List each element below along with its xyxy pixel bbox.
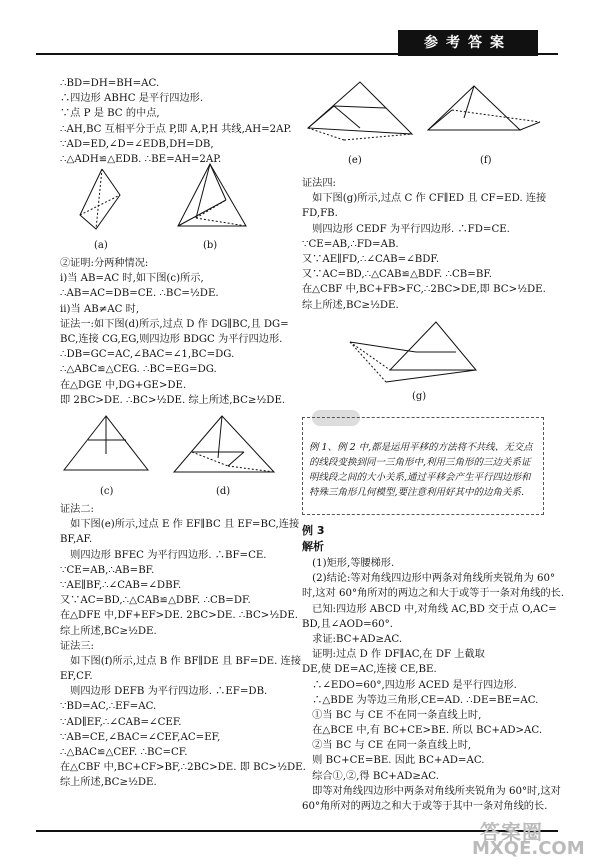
text-line: 则四边形 CEDF 为平行四边形. ∴FD=CE. [302, 223, 510, 235]
figure-d-caption: (d) [216, 486, 231, 497]
text-line: ∵CE=AB,∴FD=AB. [302, 238, 399, 250]
figure-c [60, 412, 152, 474]
text-line: ①当 BC 与 CE 不在同一条直线上时, [302, 709, 482, 721]
figure-g [346, 318, 482, 386]
text-line: 即 2BC>DE. ∴BC>½DE. 综上所述,BC≥½DE. [60, 394, 286, 406]
text-line: 即等对角线四边形中两条对角线所夹锐角为 60°时,这对 [302, 785, 561, 797]
text-line: 证法一:如下图(d)所示,过点 D 作 DG∥BC,且 DG= [60, 318, 289, 330]
text-line: ②证明:分两种情况: [60, 258, 149, 269]
text-line: ⅰ)当 AB=AC 时,如下图(c)所示, [60, 273, 204, 285]
watermark-url: MXQE.COM [472, 838, 585, 859]
text-line: DE,使 DE=AC,连接 CE,BE. [302, 664, 437, 676]
text-line: ∵BD=AC,∴EF=AC. [60, 701, 157, 713]
text-line: 证法二: [60, 504, 94, 515]
figure-c-caption: (c) [100, 486, 114, 497]
text-line: ∴AH,BC 互相平分于点 P,即 A,P,H 共线,AH=2AP. [60, 123, 292, 135]
right-block-2 [302, 556, 565, 814]
figure-f [424, 82, 544, 144]
text-line: 证明:过点 D 作 DF∥AC,在 DF 上截取 [302, 649, 485, 661]
text-line: ∵点 P 是 BC 的中点, [60, 108, 160, 120]
text-line: 又∵AE∥FD,∴∠CAB=∠BDF. [302, 253, 440, 265]
text-line: ∵AD=ED,∠D=∠EDB,DH=DB, [60, 138, 214, 150]
text-line: ∴∠EDO=60°,四边形 ACED 是平行四边形. [302, 679, 517, 691]
text-line: ∴BD=DH=BH=AC. [60, 78, 160, 89]
text-line: 在△CBF 中,BC+CF>BF,∴2BC>DE. 即 BC>½DE. [60, 762, 306, 774]
figure-f-caption: (f) [480, 155, 492, 166]
analysis-tag: 解析 [302, 540, 324, 553]
text-line: ∵AB=CE,∠BAC=∠CEF,AC=EF, [60, 731, 221, 743]
section-title: 参考答案 [398, 30, 538, 56]
figure-b [170, 160, 250, 238]
summary-note: 例 1、例 2 中,都是运用平移的方法将不共线、无交点的线段变换到同一三角形中,利用三角形的三边关系证明线段之间的大小关系,通过平移会产生平行四边形和特殊三角形几何模型,要注意利用好其中的边角关系. [302, 417, 544, 515]
text-line: 则四边形 BFEC 为平行四边形. ∴BF=CE. [60, 549, 267, 561]
text-line: ②当 BC 与 CE 在同一条直线上时, [302, 740, 472, 752]
text-line: 又∵AC=BD,∴△CAB≌△DBF. ∴CB=DF. [60, 595, 251, 607]
text-line: 在△DFE 中,DF+EF>DE. 2BC>DE. ∴BC>½DE. [60, 610, 299, 622]
text-line: 又∵AC=BD,∴△CAB≌△BDF. ∴CB=BF. [302, 269, 493, 281]
text-line: (1)矩形,等腰梯形. [302, 558, 395, 569]
left-block-1 [60, 76, 300, 167]
text-line: BC,连接 CG,EG,则四边形 BDGC 为平行四边形. [60, 333, 283, 345]
text-line: 时,这对 60°角所对的两边之和大于或等于一条对角线的长. [302, 588, 565, 600]
text-line: ∴DB=GC=AC,∠BAC=∠1,BC=DG. [60, 349, 235, 361]
text-line: 在△BCE 中,有 BC+CE>BE. 所以 BC+AD>AC. [302, 725, 543, 737]
figure-a-caption: (a) [94, 240, 108, 251]
text-line: ∵AE∥BF,∴∠CAB=∠DBF. [60, 579, 182, 591]
left-block-2 [60, 256, 300, 408]
text-line: 证法四: [302, 178, 336, 189]
text-line: ∴四边形 ABHC 是平行四边形. [60, 93, 204, 105]
text-line: 如下图(g)所示,过点 C 作 CF∥ED 且 CF=ED. 连接 [302, 193, 547, 205]
text-line: ∵CE=AB,∴AB=BF. [60, 564, 155, 576]
text-line: FD,FB. [302, 208, 338, 220]
text-line: EF,CF. [60, 671, 93, 683]
right-block-1 [302, 176, 552, 313]
header-rule [36, 53, 558, 55]
text-line: ∴AB=AC=DB=CE. ∴BC=½DE. [60, 288, 219, 300]
text-line: BF,AF. [60, 534, 93, 546]
figure-a [70, 165, 130, 235]
text-line: ∴△ABC≌△CEG. ∴BC=EG=DG. [60, 364, 217, 376]
text-line: 综合①,②,得 BC+AD≥AC. [302, 770, 439, 782]
text-line: 如下图(f)所示,过点 B 作 BF∥DE 且 BF=DE. 连接 [60, 655, 301, 667]
figure-d [170, 412, 280, 478]
text-line: 则四边形 DEFB 为平行四边形. ∴EF=DB. [60, 686, 268, 698]
text-line: 证法三: [60, 640, 94, 652]
text-line: 已知:四边形 ABCD 中,对角线 AC,BD 交于点 O,AC= [302, 603, 557, 615]
text-line: 则 BC+CE=BE. 因此 BC+AD=AC. [302, 755, 485, 767]
text-line: 如下图(e)所示,过点 E 作 EF∥BC 且 EF=BC,连接 [60, 519, 300, 531]
text-line: ∵AD∥EF,∴∠CAB=∠CEF. [60, 716, 182, 728]
watermark-logo: 答案圈 [480, 820, 543, 844]
left-block-3 [60, 502, 306, 791]
text-line: 60°角所对的两边之和大于或等于其中一条对角线的长. [302, 801, 548, 812]
text-line: 综上所述,BC≥½DE. [302, 299, 399, 311]
text-line: 在△DGE 中,DG+GE>DE. [60, 379, 187, 391]
text-line: 在△CBF 中,BC+FB>FC,∴2BC>DE,即 BC>½DE. [302, 284, 546, 296]
figure-e-caption: (e) [348, 155, 362, 166]
text-line: 综上所述,BC≥½DE. [60, 625, 157, 637]
figure-b-caption: (b) [203, 240, 218, 251]
text-line: ∴△BAC≌△CEF. ∴BC=CF. [60, 747, 188, 758]
text-line: (2)结论:等对角线四边形中两条对角线所夹锐角为 60° [302, 573, 556, 585]
text-line: 求证:BC+AD≥AC. [302, 633, 403, 645]
figure-e [304, 78, 418, 144]
example-tag: 例 3 [302, 524, 325, 537]
text-line: ⅱ)当 AB≠AC 时, [60, 303, 140, 315]
text-line: ∴△ADH≌△EDB. ∴BE=AH=2AP. [60, 153, 222, 165]
text-line: BD,且∠AOD=60°. [302, 618, 393, 630]
figure-g-caption: (g) [412, 391, 427, 402]
text-line: 综上所述,BC≥½DE. [60, 777, 157, 789]
text-line: ∴△BDE 为等边三角形,CE=AD. ∴DE=BE=AC. [302, 694, 539, 706]
